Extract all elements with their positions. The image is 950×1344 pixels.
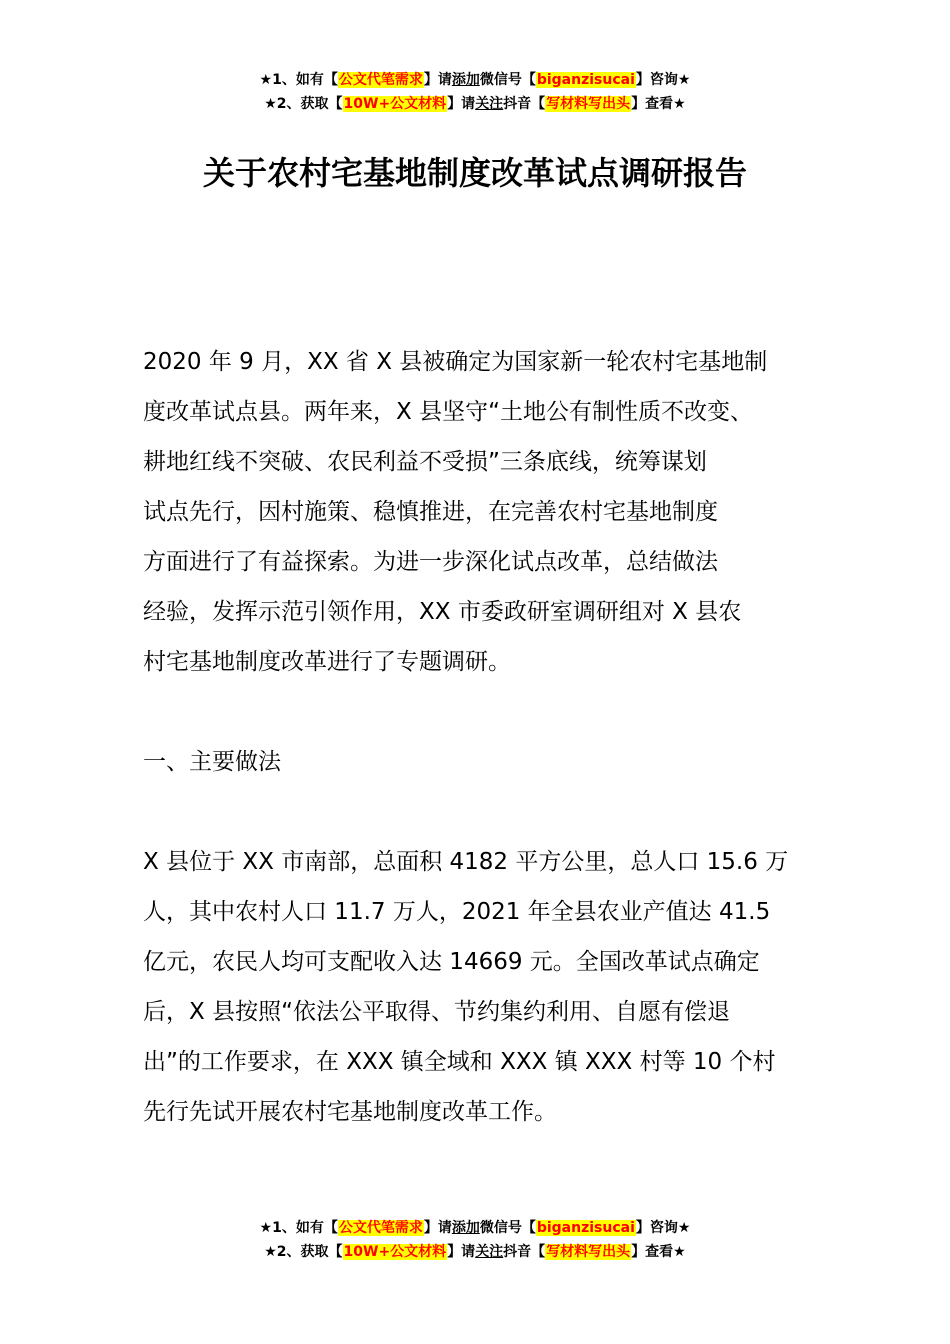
paragraph-line: 试点先行，因村施策、稳慎推进，在完善农村宅基地制度	[143, 499, 718, 525]
banner-douyin-id: 写材料写出头	[546, 96, 631, 112]
banner-underlined: 关注	[475, 96, 504, 112]
document-title: 关于农村宅基地制度改革试点调研报告	[202, 154, 747, 192]
footer-banner	[0, 1216, 950, 1264]
banner-wechat-id: biganzisucai	[536, 72, 635, 88]
banner-line-1	[0, 1216, 950, 1240]
paragraph-line: 2020 年 9 月，XX 省 X 县被确定为国家新一轮农村宅基地制	[143, 349, 768, 375]
banner-text: ★2、获取【	[264, 96, 343, 112]
paragraph-line: X 县位于 XX 市南部，总面积 4182 平方公里，总人口 15.6 万	[143, 849, 789, 875]
intro-paragraph	[143, 337, 823, 687]
paragraph-line: 先行先试开展农村宅基地制度改革工作。	[143, 1099, 557, 1125]
banner-text: ★1、如有【	[259, 72, 338, 88]
paragraph-line: 度改革试点县。两年来，X 县坚守“土地公有制性质不改变、	[143, 399, 753, 425]
banner-text: 】请	[423, 72, 452, 88]
paragraph-line: 耕地红线不突破、农民利益不受损”三条底线，统筹谋划	[143, 449, 707, 475]
banner-text: 】查看★	[631, 96, 686, 112]
paragraph-line: 亿元，农民人均可支配收入达 14669 元。全国改革试点确定	[143, 949, 760, 975]
banner-text: 抖音【	[503, 96, 546, 112]
banner-underlined: 添加	[451, 1220, 480, 1236]
banner-text: 抖音【	[503, 1244, 546, 1260]
paragraph-line: 村宅基地制度改革进行了专题调研。	[143, 649, 511, 675]
banner-highlight: 公文代笔需求	[338, 72, 423, 88]
banner-text: 】请	[447, 96, 476, 112]
banner-highlight: 公文代笔需求	[338, 1220, 423, 1236]
paragraph-line: 经验，发挥示范引领作用，XX 市委政研室调研组对 X 县农	[143, 599, 742, 625]
header-banner	[0, 68, 950, 116]
banner-text: 】请	[447, 1244, 476, 1260]
section-heading: 一、主要做法	[143, 749, 281, 775]
banner-line-2	[0, 1240, 950, 1264]
banner-wechat-id: biganzisucai	[536, 1220, 635, 1236]
banner-highlight: 10W+公文材料	[343, 96, 447, 112]
paragraph-line: 方面进行了有益探索。为进一步深化试点改革，总结做法	[143, 549, 718, 575]
paragraph-line: 出”的工作要求，在 XXX 镇全域和 XXX 镇 XXX 村等 10 个村	[143, 1049, 776, 1075]
banner-line-2	[0, 92, 950, 116]
paragraph-line: 人，其中农村人口 11.7 万人，2021 年全县农业产值达 41.5	[143, 899, 771, 925]
banner-underlined: 关注	[475, 1244, 504, 1260]
banner-text: ★2、获取【	[264, 1244, 343, 1260]
banner-highlight: 10W+公文材料	[343, 1244, 447, 1260]
body-paragraph	[143, 837, 823, 1137]
banner-text: ★1、如有【	[259, 1220, 338, 1236]
banner-text: 微信号【	[479, 1220, 536, 1236]
banner-line-1	[0, 68, 950, 92]
banner-underlined: 添加	[451, 72, 480, 88]
banner-text: 】请	[423, 1220, 452, 1236]
banner-text: 微信号【	[479, 72, 536, 88]
banner-text: 】咨询★	[635, 1220, 691, 1236]
banner-douyin-id: 写材料写出头	[546, 1244, 631, 1260]
paragraph-line: 后，X 县按照“依法公平取得、节约集约利用、自愿有偿退	[143, 999, 730, 1025]
banner-text: 】查看★	[631, 1244, 686, 1260]
banner-text: 】咨询★	[635, 72, 691, 88]
